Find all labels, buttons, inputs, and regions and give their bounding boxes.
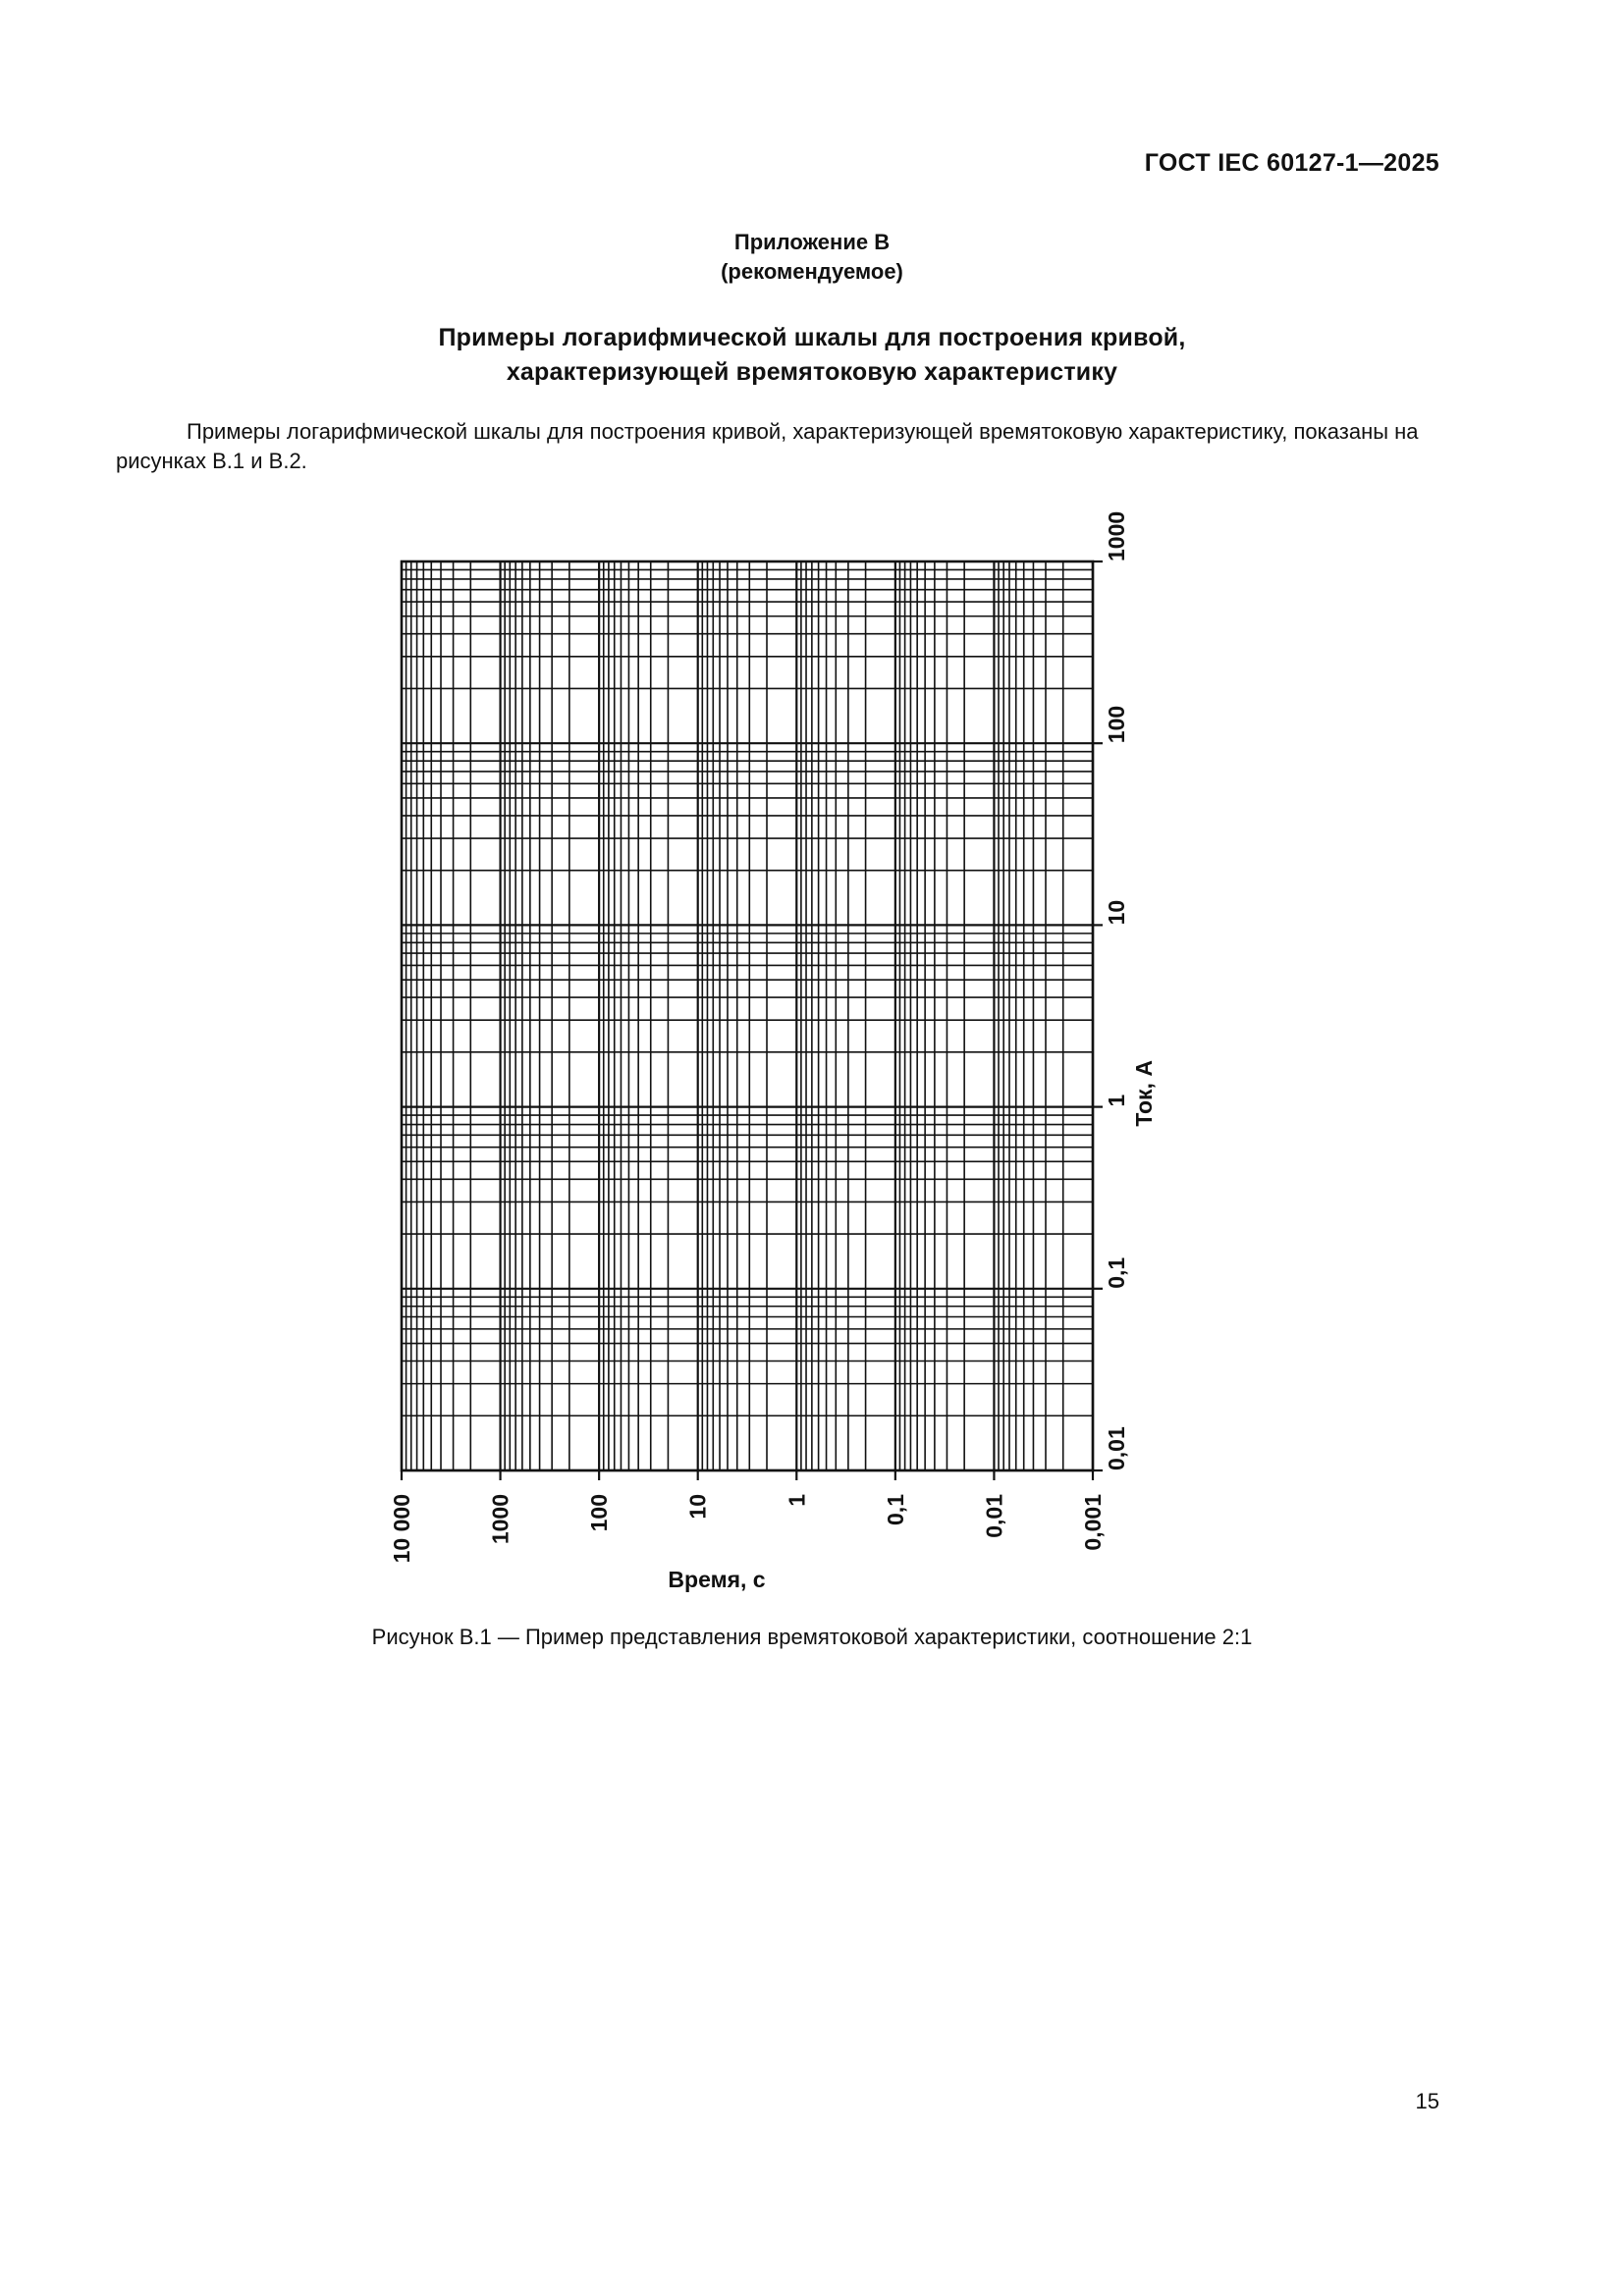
section-title-line1: Примеры логарифмической шкалы для построения кривой, (438, 324, 1186, 351)
x-axis-title: Время, с (668, 1567, 766, 1592)
annex-title: Приложение В (733, 230, 891, 254)
x-tick-label: 10 (684, 1494, 711, 1520)
x-tick-label: 10 000 (389, 1494, 414, 1564)
x-tick-label: 100 (586, 1494, 613, 1532)
chart-ticks (402, 561, 1103, 1480)
y-tick-label: 10 (1104, 899, 1129, 926)
chart-labels (389, 511, 1157, 1592)
chart-grid (402, 561, 1093, 1470)
y-tick-label: 1 (1104, 1094, 1129, 1107)
chart-frame (402, 561, 1093, 1470)
section-title-line2: характеризующей времятоковую характеристику (506, 358, 1118, 386)
standard-designation: ГОСТ IEC 60127-1—2025 (1144, 149, 1439, 177)
y-axis-title: Ток, А (1131, 1060, 1157, 1127)
y-tick-label: 1000 (1104, 510, 1129, 561)
x-tick-label: 0,01 (981, 1494, 1007, 1538)
figure-caption: Рисунок В.1 — Пример представления времятоковой характеристики, соотношение 2:1 (371, 1625, 1253, 1649)
page-number: 15 (1415, 2089, 1439, 2113)
x-tick-label: 1000 (487, 1494, 514, 1545)
x-tick-label: 0,1 (882, 1494, 908, 1525)
x-tick-label: 1 (784, 1494, 810, 1507)
y-tick-label: 0,01 (1104, 1426, 1129, 1470)
x-tick-label: 0,001 (1080, 1494, 1106, 1551)
section-title (0, 321, 1624, 390)
y-tick-label: 0,1 (1104, 1256, 1129, 1289)
annex-status: (рекомендуемое) (721, 259, 903, 284)
y-tick-label: 100 (1104, 705, 1129, 744)
intro-paragraph: Примеры логарифмической шкалы для построения кривой, характеризующей времятоковую характеристику, показаны на рисунках В.1 и В.2. (116, 419, 1419, 473)
annex-heading (0, 228, 1624, 287)
plot-frame (402, 561, 1093, 1470)
